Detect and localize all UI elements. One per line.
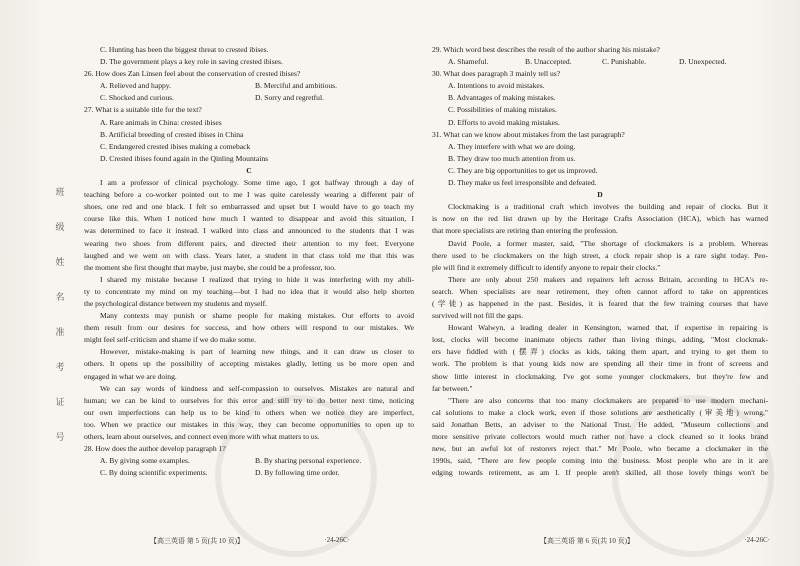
passage-heading: D	[597, 190, 603, 200]
answer-option: C. By doing scientific experiments.	[100, 468, 208, 478]
right-page-column	[432, 44, 768, 479]
answer-option: C. They are big opportunities to get us improved.	[448, 165, 598, 175]
passage-line: (学徒) as happened in the past. Besides, it is feared that the few training courses that have	[432, 298, 768, 308]
passage-line: I am a professor of clinical psychology. Some time ago, I got halfway through a day of	[100, 178, 414, 188]
passage-line: 1990s, said, "There are few people coming into the business. Most people who are in it are	[432, 456, 768, 466]
answer-option: D. Unexpected.	[679, 57, 727, 67]
answer-option: B. Advantages of making mistakes.	[448, 93, 556, 103]
question-line: 28. How does the author develop paragraph 1?	[84, 444, 226, 454]
answer-option: A. Intentions to avoid mistakes.	[448, 81, 545, 91]
question-line: 29. Which word best describes the result of the author sharing his mistake?	[432, 45, 660, 54]
binding-label-char: 准	[55, 327, 65, 337]
passage-line: There are only about 250 makers and repairers left across Britain, according to HCA's re-	[448, 274, 768, 284]
question-line: 31. What can we know about mistakes from the last paragraph?	[432, 129, 625, 139]
answer-option: D. Crested ibises found again in the Qinling Mountains	[100, 153, 269, 163]
question-line: 26. How does Zan Linsen feel about the conservation of crested ibises?	[84, 69, 301, 79]
passage-line: our own imperfections can help us to be kind to others when we notice they are imperfect,	[84, 407, 414, 417]
question-line: 30. What does paragraph 3 mainly tell us?	[432, 69, 561, 79]
passage-line: human; we can be kind to ourselves for this error and still try to do better next time, noticing	[84, 395, 414, 405]
passage-line: is now on the red list drawn up by the Heritage Crafts Association (HCA), which has warned	[432, 214, 768, 224]
answer-option: C. Possibilities of making mistakes.	[448, 105, 557, 115]
passage-line: others. It opens up the possibility of accepting mistakes gladly, letting us be more open and	[84, 359, 414, 369]
answer-option: B. Artificial breeding of crested ibises in China	[100, 129, 244, 139]
left-page-footer	[150, 536, 350, 546]
passage-line: far between."	[432, 383, 473, 393]
answer-option: B. They draw too much attention from us.	[448, 153, 576, 163]
passage-line: too. When we practice our mistakes in this way, they can become opportunities to open up to	[84, 419, 414, 429]
answer-option: A. Rare animals in China: crested ibises	[100, 117, 222, 127]
passage-line: show little interest in clockmaking. I've got some younger clockmakers, but they're few and	[432, 371, 768, 381]
binding-label-char: 名	[55, 292, 65, 302]
answer-option: A. Shameful.	[448, 57, 489, 67]
passage-line: ty to concentrate my mind on my teaching—but I had no idea that it would also help shorten	[84, 286, 414, 296]
exam-code: ·24-26C·	[744, 536, 770, 544]
answer-option: C. Hunting has been the biggest threat to crested ibises.	[100, 45, 269, 54]
binding-label-char: 级	[55, 222, 65, 232]
passage-line: We can say words of kindness and self-compassion to ourselves. Mistakes are natural and	[100, 383, 414, 393]
page-label: 【高三英语 第 5 页(共 10 页)】	[150, 537, 244, 545]
passage-line: wearing two shoes from different pairs, and directed their attention to my feet. Everyone	[84, 238, 414, 248]
passage-line: that more specialists are retiring than entering the profession.	[432, 226, 618, 236]
passage-line: the moment she first thought that maybe, just maybe, she could be a professor, too.	[84, 262, 336, 272]
passage-line: However, mistake-making is part of learning new things, and it can draw us closer to	[100, 347, 414, 357]
answer-option: D. Efforts to avoid making mistakes.	[448, 117, 560, 127]
passage-line: "There are also concerns that too many clockmakers are prepared to use modern mechani-	[448, 395, 768, 405]
answer-option: A. By giving some examples.	[100, 456, 190, 466]
binding-label-char: 姓	[55, 257, 65, 267]
binding-label-char: 班	[55, 187, 65, 197]
answer-option: C. Shocked and curious.	[100, 93, 175, 103]
passage-line: said Jonathan Betts, an adviser to the National Trust. He added, "Museum collections and	[432, 419, 768, 429]
answer-option: D. By following time order.	[255, 468, 340, 478]
passage-line: ple will find it extremely difficult to identify anyone to repair their clocks."	[432, 262, 661, 272]
answer-option: D. The government plays a key role in saving crested ibises.	[100, 57, 283, 67]
passage-line: shoes, one red and one black. I felt so embarrassed and upset but I would have to go teach my	[84, 202, 414, 212]
answer-options-row	[84, 80, 414, 92]
answer-option: A. Relieved and happy.	[100, 81, 171, 91]
passage-line: Many contexts may punish or shame people for making mistakes. Our efforts to avoid	[100, 311, 414, 321]
answer-options-row	[84, 455, 414, 467]
question-line: 27. What is a suitable title for the text?	[84, 105, 202, 115]
exam-code: ·24-26C·	[324, 536, 350, 544]
answer-option: B. By sharing personal experience.	[255, 456, 362, 466]
answer-option: D. Sorry and regretful.	[255, 93, 324, 103]
answer-option: B. Merciful and ambitious.	[255, 81, 338, 91]
passage-line: was determined to face it instead. I walked into class and announced to the students that I was	[84, 226, 414, 236]
passage-line: lost, clocks will become inanimate objects rather than living things, adding, "Most clockmak-	[432, 335, 768, 345]
answer-options-row	[84, 467, 414, 479]
passage-heading: C	[246, 165, 252, 175]
binding-label-char: 证	[55, 397, 65, 407]
answer-option: D. They make us feel irresponsible and defeated.	[448, 178, 597, 188]
binding-margin-labels	[54, 185, 66, 443]
answer-option: B. Unaccepted.	[525, 57, 572, 67]
answer-options-row	[84, 92, 414, 104]
passage-line: laughed and we went on with class. Years later, a student in that class told me that this was	[84, 250, 414, 260]
binding-label-char: 考	[55, 362, 65, 372]
answer-option: C. Punishable.	[602, 57, 647, 67]
passage-line: course like this. When I noticed how much I wanted to disappear and avoid this situation, I	[84, 214, 414, 224]
passage-line: cal solutions to make a clock work, even if those solutions are aesthetically (审美地) wrong,"	[432, 407, 768, 417]
passage-line: search. When specialists are near retirement, they often cannot afford to take on apprentices	[432, 286, 768, 296]
page-label: 【高三英语 第 6 页(共 10 页)】	[540, 537, 634, 545]
answer-option: C. Endangered crested ibises making a comeback	[100, 141, 251, 151]
binding-label-char: 号	[55, 432, 65, 442]
passage-line: survived will not fill the gaps.	[432, 311, 524, 321]
passage-line: engaged in what we are doing.	[84, 371, 177, 381]
passage-line: more sensitive private collectors would much rather not have a clock cleaned so it looks brand	[432, 432, 768, 441]
passage-line: ers have fiddled with (摆弄) clocks as kids, taking them apart, and trying to get them to	[432, 347, 768, 357]
passage-line: David Poole, a former master, said, "The shortage of clockmakers is a problem. Whereas	[448, 238, 768, 248]
passage-line: might feel self-criticism and shame if we do make some.	[84, 335, 257, 345]
passage-line: teaching before a co-worker pointed out to me I was quite carelessly wearing a different pair of	[84, 190, 414, 200]
passage-line: Clockmaking is a traditional craft which involves the building and repair of clocks. But it	[448, 202, 768, 212]
answer-options-row	[432, 56, 768, 68]
answer-option: A. They interfere with what we are doing.	[448, 141, 576, 151]
passage-line: I shared my mistake because I realized that trying to hide it was interfering with my abili-	[100, 274, 414, 284]
passage-line: others, learn about ourselves, and connect even more with what matters to us.	[84, 432, 320, 441]
right-page-footer	[540, 536, 770, 546]
passage-line: the psychological distance between my students and myself.	[84, 298, 268, 308]
passage-line: them result from our desires for success, and how others will respond to our mistakes. We	[84, 323, 414, 333]
passage-line: Howard Walwyn, a leading dealer in Kensington, warned that, if expertise in repairing is	[448, 323, 768, 333]
passage-line: new, but an awful lot of restorers reject that." Mr Poole, who became a clockmaker in the	[432, 444, 768, 454]
passage-line: there used to be clockmakers on the high street, a clock repair shop is a rare sight today. Peo-	[432, 250, 768, 260]
left-page-column	[84, 44, 414, 479]
passage-line: edging towards retirement, as am I. If people aren't skilled, all those lovely things won't be	[432, 468, 768, 478]
passage-line: work. The problem is that young kids now are spending all their time in front of screens and	[432, 359, 768, 369]
